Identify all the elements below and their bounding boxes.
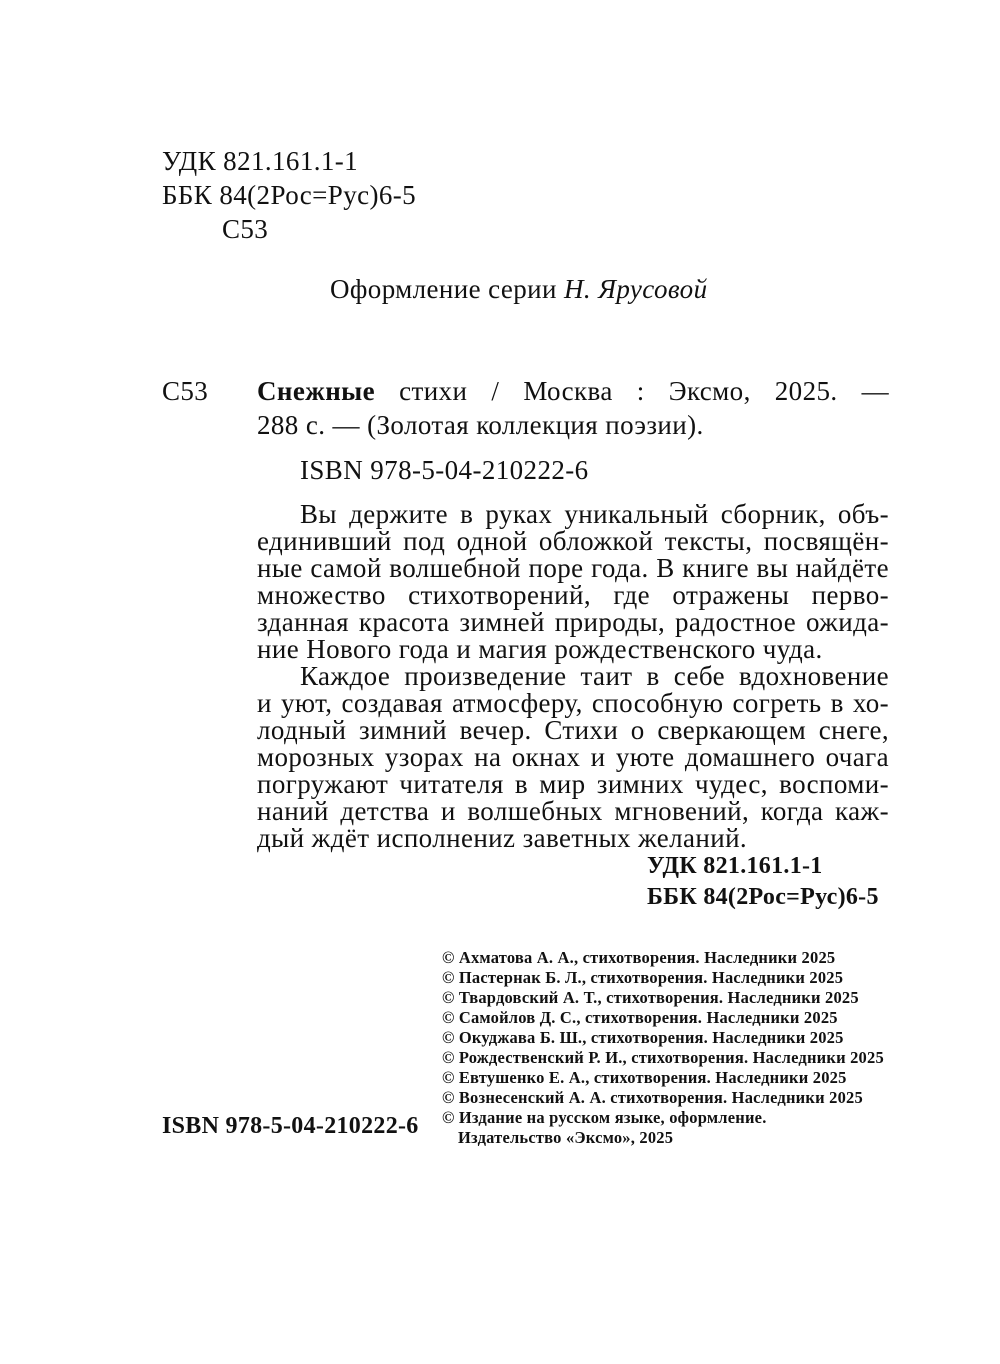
designer-name: Н. Ярусовой	[564, 274, 708, 304]
annotation-line: ние Нового года и магия рождественского чуда.	[257, 634, 823, 664]
copyright-line: © Самойлов Д. С., стихотворения. Наследники 2025	[442, 1008, 838, 1027]
copyright-line: © Рождественский Р. И., стихотворения. Наследники 2025	[442, 1048, 884, 1067]
design-credit-prefix: Оформление серии	[330, 274, 565, 304]
series-design-credit	[330, 274, 707, 305]
title-rest: стихи / Москва : Эксмо, 2025. —	[375, 376, 889, 406]
annotation-line: дый ждёт исполнениz заветных желаний.	[257, 823, 748, 853]
entry-author-mark: С53	[162, 376, 209, 406]
copyright-line: Издательство «Эксмо», 2025	[458, 1128, 674, 1147]
udk-code-bold: УДК 821.161.1-1	[647, 853, 823, 879]
annotation-line: наний детства и волшебных мгновений, когда каж-	[257, 796, 889, 826]
isbn-bold: ISBN 978-5-04-210222-6	[162, 1113, 419, 1139]
copyright-line: © Евтушенко Е. А., стихотворения. Наследники 2025	[442, 1068, 847, 1087]
annotation-line: единивший под одной обложкой тексты, посвящён-	[257, 526, 889, 556]
annotation-line: Каждое произведение таит в себе вдохновение	[300, 661, 889, 691]
copyright-line: © Вознесенский А. А. стихотворения. Наследники 2025	[442, 1088, 863, 1107]
annotation-line: и уют, создавая атмосферу, способную согреть в хо-	[257, 688, 889, 718]
copyright-line: © Издание на русском языке, оформление.	[442, 1108, 767, 1127]
copyright-line: © Пастернак Б. Л., стихотворения. Наследники 2025	[442, 968, 844, 987]
bibliographic-pages-line: 288 с. — (Золотая коллекция поэзии).	[257, 410, 704, 440]
entry-isbn: ISBN 978-5-04-210222-6	[300, 455, 589, 485]
bbk-code: ББК 84(2Рос=Рус)6-5	[162, 180, 417, 210]
annotation-line: лодный зимний вечер. Стихи о сверкающем снеге,	[257, 715, 889, 745]
copyright-line: © Окуджава Б. Ш., стихотворения. Наследники 2025	[442, 1028, 844, 1047]
title-bold: Снежные	[257, 376, 376, 406]
annotation-line: ные самой волшебной поре года. В книге вы найдёте	[257, 553, 889, 583]
annotation-line: морозных узорах на окнах и уюте домашнего очага	[257, 742, 889, 772]
annotation-line: погружают читателя в мир зимних чудес, воспоми-	[257, 769, 889, 799]
annotation-line: множество стихотворений, где отражены перво-	[257, 580, 889, 610]
copyright-line: © Твардовский А. Т., стихотворения. Наследники 2025	[442, 988, 859, 1007]
bbk-code-bold: ББК 84(2Рос=Рус)6-5	[647, 884, 879, 910]
annotation-line: Вы держите в руках уникальный сборник, объ-	[300, 499, 889, 529]
copyright-line: © Ахматова А. А., стихотворения. Наследники 2025	[442, 948, 836, 967]
udk-code: УДК 821.161.1-1	[162, 146, 359, 176]
annotation-line: зданная красота зимней природы, радостное ожида-	[257, 607, 889, 637]
bibliographic-title-line	[257, 376, 889, 407]
author-mark: С53	[222, 214, 269, 244]
